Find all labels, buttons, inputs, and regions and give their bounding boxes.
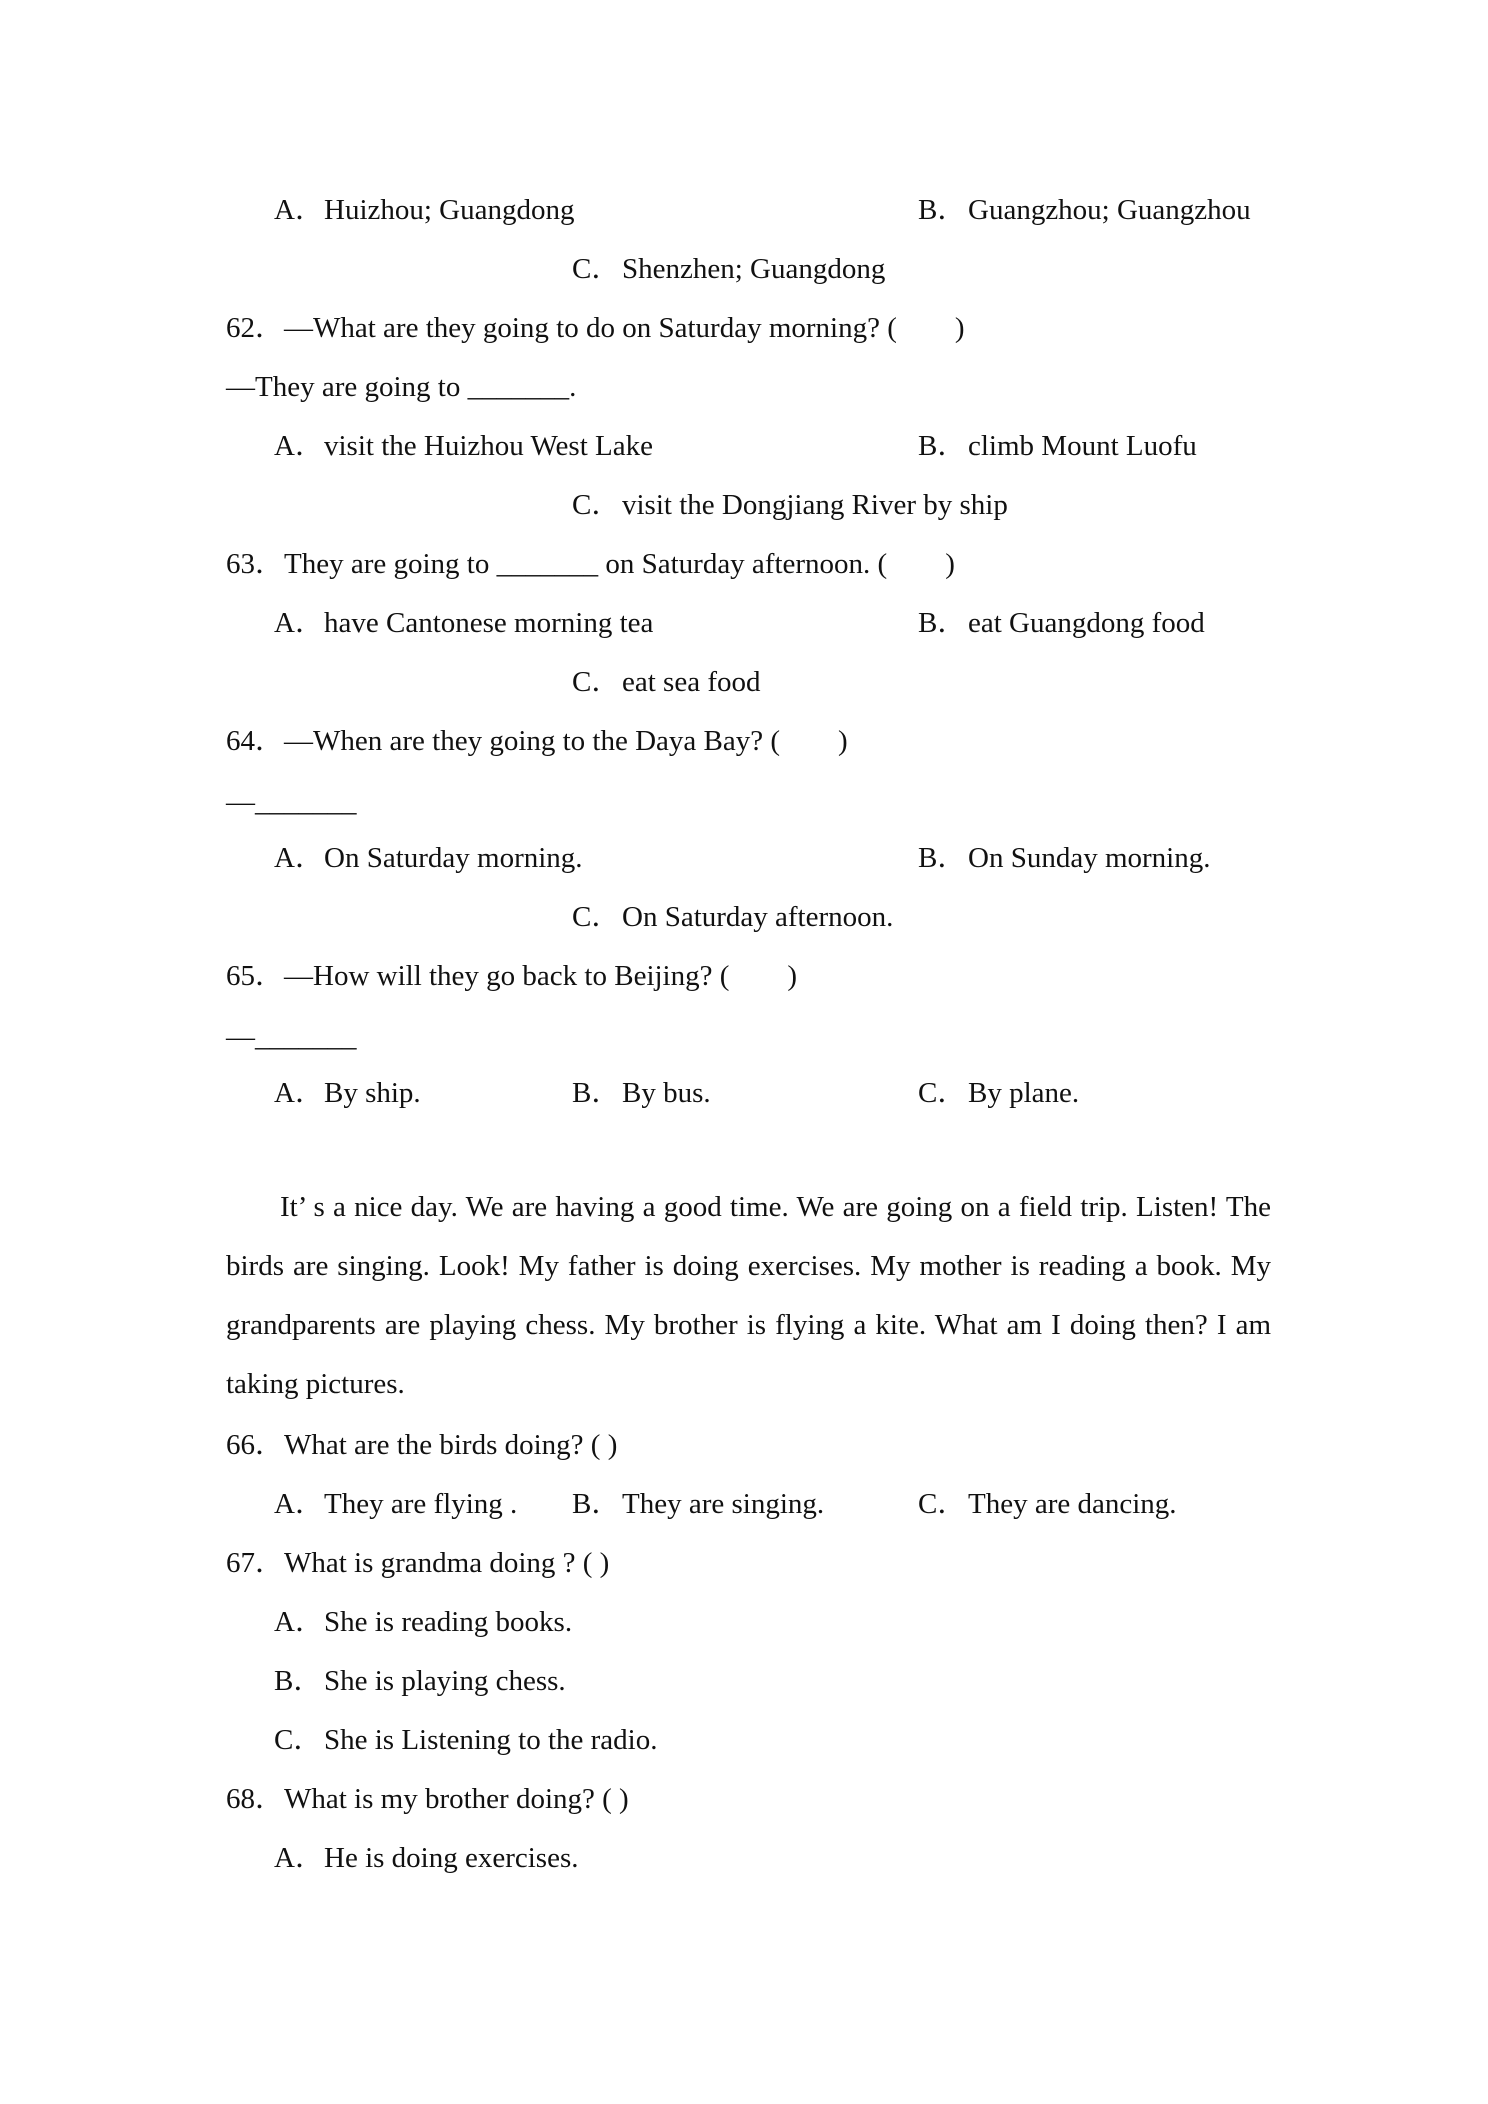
q64-option-a: A．On Saturday morning. <box>274 842 583 874</box>
q65-answer-line: —_______ <box>226 1021 357 1053</box>
q66-option-a: A．They are flying . <box>274 1488 518 1520</box>
q65-option-c: C．By plane. <box>918 1077 1080 1109</box>
q62-question: 62．—What are they going to do on Saturday morning? ( ) <box>226 312 965 344</box>
q62-answer-line: —They are going to _______. <box>226 371 577 403</box>
q64-option-b: B．On Sunday morning. <box>918 842 1211 874</box>
reading-passage: It’ s a nice day. We are having a good time. We are going on a field trip. Listen! The birds are singing. Look! My father is doing exercises. My mother is reading a book. My grandparents are playing chess. My brother is flying a kite. What am I doing then? I am taking pictures. <box>226 1191 1271 1400</box>
q62-option-b: B．climb Mount Luofu <box>918 430 1197 462</box>
q66-option-c: C．They are dancing. <box>918 1488 1177 1520</box>
q67-option-c: C．She is Listening to the radio. <box>274 1724 658 1756</box>
q66-question: 66．What are the birds doing? ( ) <box>226 1429 618 1461</box>
q67-question: 67．What is grandma doing ? ( ) <box>226 1547 610 1579</box>
q65-question: 65．—How will they go back to Beijing? ( ) <box>226 960 798 992</box>
q62-option-a: A．visit the Huizhou West Lake <box>274 430 653 462</box>
q67-option-a: A．She is reading books. <box>274 1606 573 1638</box>
q61-option-b: B．Guangzhou; Guangzhou <box>918 194 1251 226</box>
q64-question: 64．—When are they going to the Daya Bay? ( ) <box>226 725 848 757</box>
q63-option-b: B．eat Guangdong food <box>918 607 1205 639</box>
q68-option-a: A．He is doing exercises. <box>274 1842 579 1874</box>
q68-question: 68．What is my brother doing? ( ) <box>226 1783 629 1815</box>
q63-option-a: A．have Cantonese morning tea <box>274 607 654 639</box>
q63-option-c: C．eat sea food <box>572 666 761 698</box>
q65-option-a: A．By ship. <box>274 1077 421 1109</box>
q64-answer-line: —_______ <box>226 786 357 818</box>
q66-option-b: B．They are singing. <box>572 1488 825 1520</box>
q61-option-c: C．Shenzhen; Guangdong <box>572 253 886 285</box>
q65-option-b: B．By bus. <box>572 1077 711 1109</box>
q63-question: 63．They are going to _______ on Saturday afternoon. ( ) <box>226 548 955 580</box>
q62-option-c: C．visit the Dongjiang River by ship <box>572 489 1008 521</box>
q61-option-a: A．Huizhou; Guangdong <box>274 194 575 226</box>
q64-option-c: C．On Saturday afternoon. <box>572 901 894 933</box>
q67-option-b: B．She is playing chess. <box>274 1665 566 1697</box>
